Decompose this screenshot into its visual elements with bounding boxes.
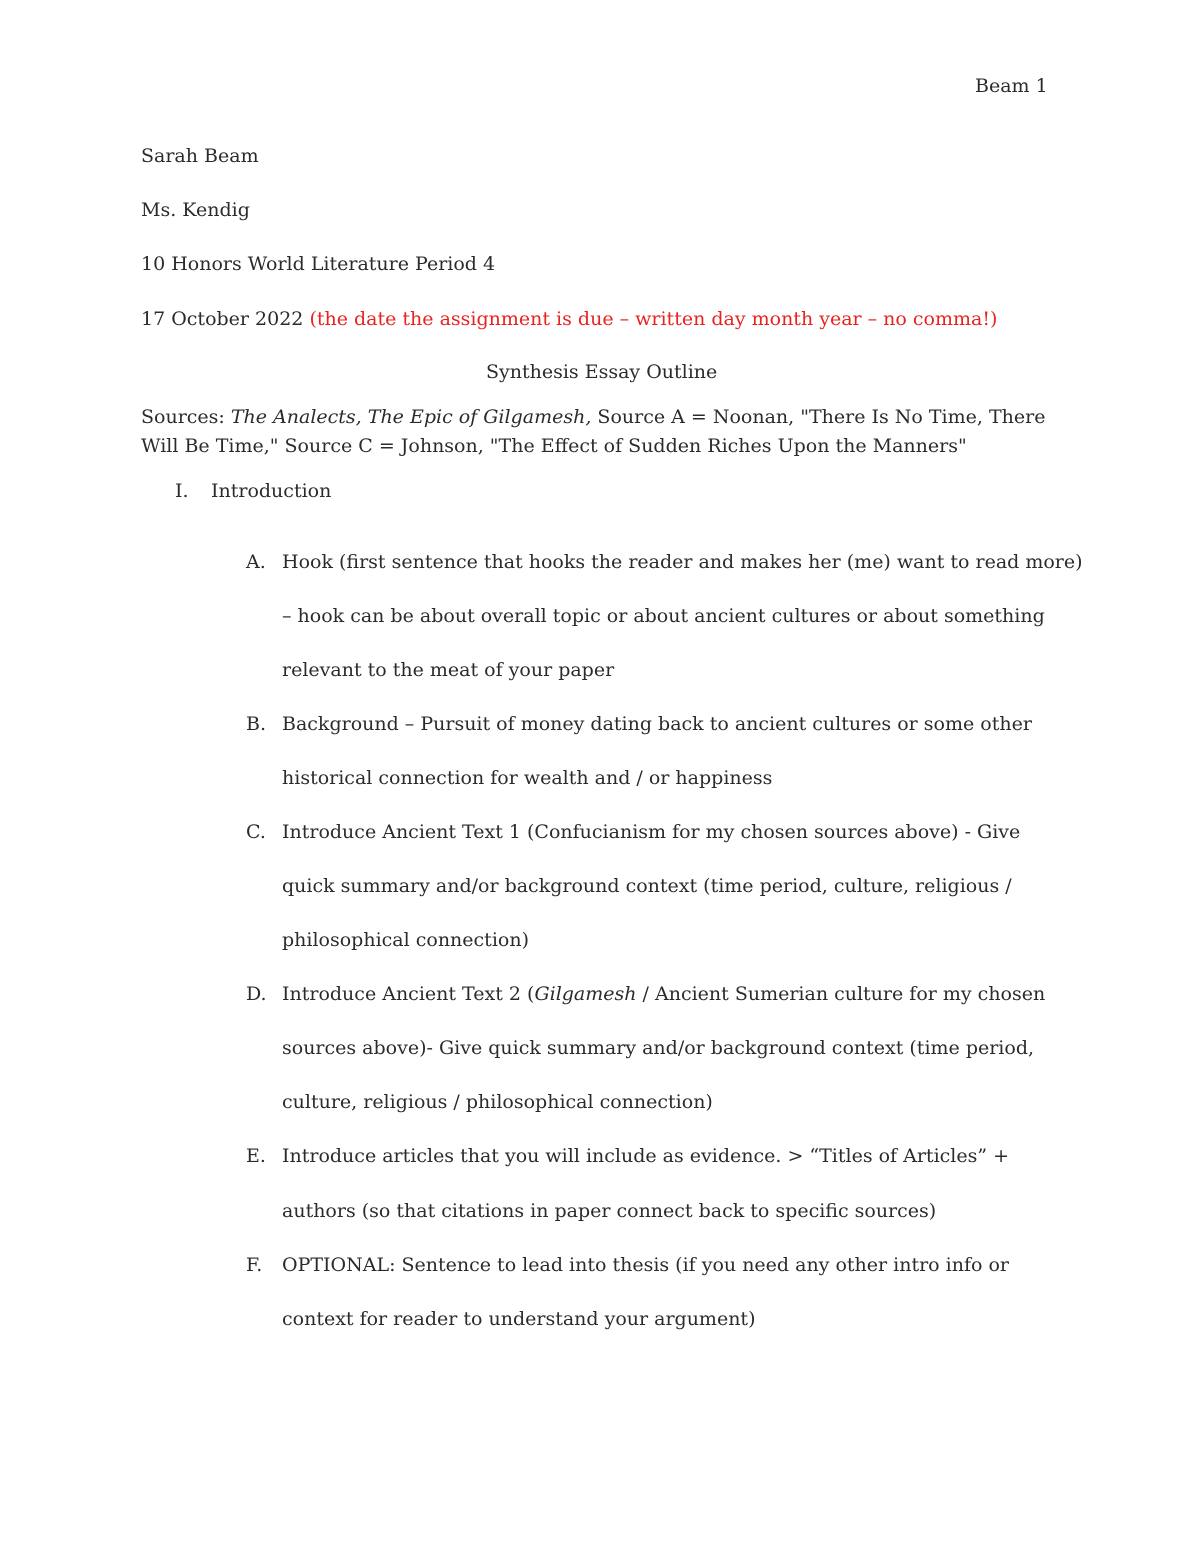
item-c-line-2: quick summary and/or background context (time period, culture, religious / (282, 875, 1012, 897)
item-d-line-2: sources above)- Give quick summary and/or background context (time period, (282, 1037, 1035, 1059)
item-f-line-1: OPTIONAL: Sentence to lead into thesis (if you need any other intro info or (282, 1254, 1009, 1276)
item-b-line-1: Background – Pursuit of money dating back to ancient cultures or some other (282, 713, 1032, 735)
section-label: Introduction (211, 480, 332, 502)
teacher-name: Ms. Kendig (141, 199, 250, 221)
running-head: Beam 1 (975, 75, 1048, 97)
page-title: Synthesis Essay Outline (486, 361, 718, 383)
item-d-line-1-pre: Introduce Ancient Text 2 ( (282, 983, 535, 1005)
item-marker-b: B. (246, 713, 267, 735)
item-marker-f: F. (246, 1254, 263, 1276)
date-note: (the date the assignment is due – written day month year – no comma!) (309, 308, 998, 330)
item-c-line-1: Introduce Ancient Text 1 (Confucianism for my chosen sources above) - Give (282, 821, 1021, 843)
sources-label: Sources: (141, 406, 225, 428)
item-f-line-2: context for reader to understand your argument) (282, 1308, 756, 1330)
item-marker-c: C. (246, 821, 266, 843)
item-b-line-2: historical connection for wealth and / or happiness (282, 767, 773, 789)
item-marker-e: E. (246, 1145, 266, 1167)
course-name: 10 Honors World Literature Period 4 (141, 253, 496, 275)
item-marker-a: A. (246, 551, 266, 573)
sources-line-1 (141, 403, 1045, 431)
item-d-line-1 (282, 980, 1045, 1008)
date-line (141, 305, 997, 333)
sources-titles: The Analects, The Epic of Gilgamesh, (230, 406, 592, 428)
item-e-line-1: Introduce articles that you will include as evidence. > “Titles of Articles” + (282, 1145, 1010, 1167)
item-marker-d: D. (246, 983, 267, 1005)
item-d-line-1-em: Gilgamesh (534, 983, 637, 1005)
item-a-line-2: – hook can be about overall topic or about ancient cultures or about something (282, 605, 1045, 627)
date: 17 October 2022 (141, 308, 304, 330)
item-d-line-3: culture, religious / philosophical connection) (282, 1091, 713, 1113)
item-c-line-3: philosophical connection) (282, 929, 529, 951)
item-a-line-1: Hook (first sentence that hooks the reader and makes her (me) want to read more) (282, 551, 1083, 573)
sources-line-1-rest: Source A = Noonan, "There Is No Time, There (597, 406, 1046, 428)
item-e-line-2: authors (so that citations in paper connect back to specific sources) (282, 1200, 937, 1222)
item-d-line-1-post: / Ancient Sumerian culture for my chosen (636, 983, 1046, 1005)
item-a-line-3: relevant to the meat of your paper (282, 659, 615, 681)
sources-line-2: Will Be Time," Source C = Johnson, "The Effect of Sudden Riches Upon the Manners" (141, 435, 967, 457)
student-name: Sarah Beam (141, 145, 259, 167)
section-marker: I. (175, 480, 189, 502)
